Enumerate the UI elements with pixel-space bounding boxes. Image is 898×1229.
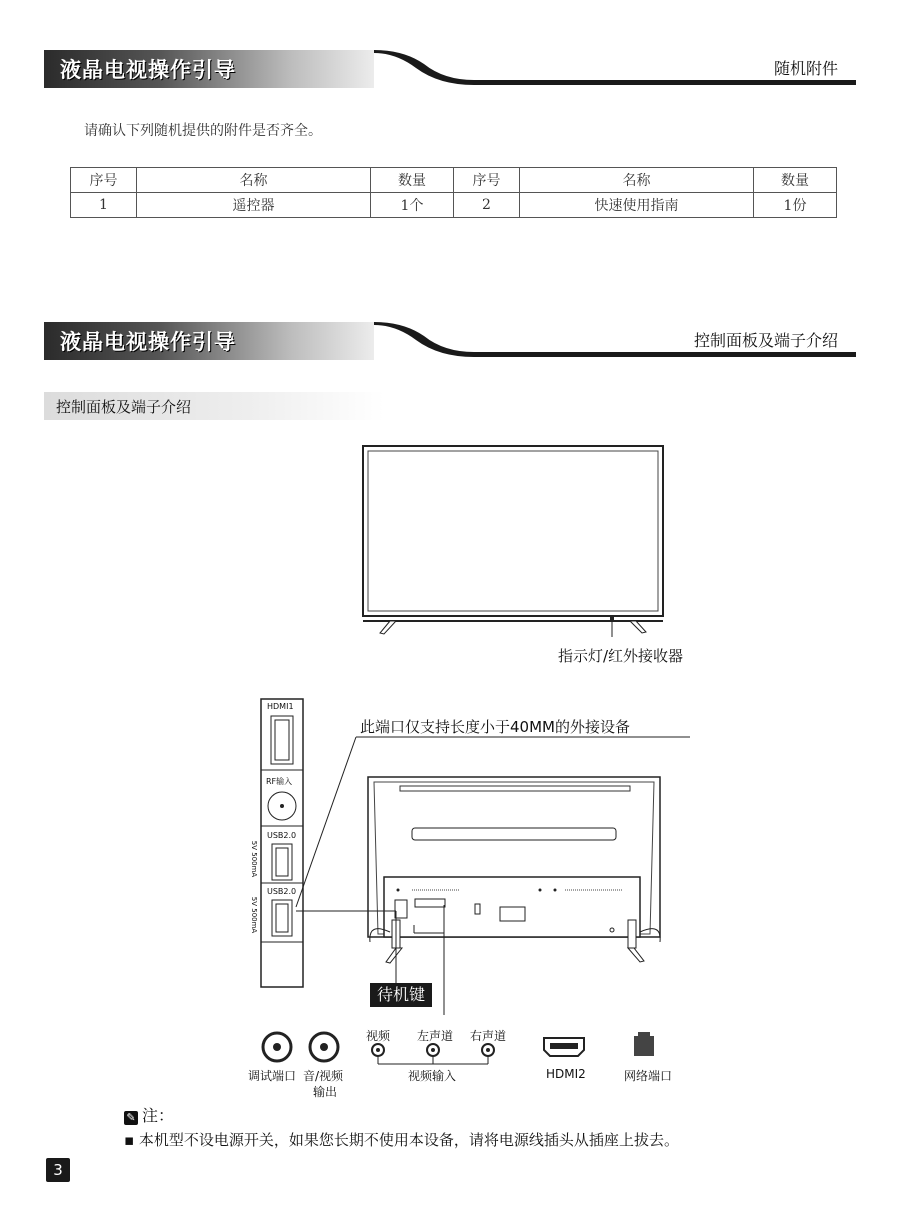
usb-spec-label: 5V 500mA (250, 896, 259, 934)
note-heading-text: 注： (142, 1106, 175, 1125)
section-title: 控制面板及端子介绍 (56, 398, 192, 416)
header-title: 液晶电视操作引导 (60, 58, 236, 82)
header-bar (44, 50, 856, 90)
header-section: 控制面板及端子介绍 (693, 331, 838, 350)
table-header: 序号 (71, 168, 137, 193)
usb-spec-label: 5V 500mA (250, 840, 259, 878)
edit-icon: ✎ (124, 1111, 138, 1125)
table-header: 数量 (371, 168, 454, 193)
table-cell: 1 (71, 193, 137, 218)
note-heading (124, 1103, 174, 1126)
indicator-light-icon (610, 617, 614, 621)
hdmi1-label: HDMI1 (267, 702, 294, 711)
table-cell: 2 (454, 193, 520, 218)
section-title-bar (44, 392, 384, 420)
table-header: 序号 (454, 168, 520, 193)
indicator-label: 指示灯/红外接收器 (558, 647, 684, 665)
usb-port-icon (272, 844, 292, 880)
rf-label: RF输入 (266, 777, 293, 786)
table-row (71, 193, 837, 218)
right-label: 右声道 (470, 1029, 507, 1043)
debug-label: 调试端口 (248, 1069, 297, 1083)
usb-port-icon (272, 900, 292, 936)
lan-port-icon (634, 1036, 654, 1056)
av-out-label: 音/视频 (303, 1069, 344, 1083)
table-header-row (71, 168, 837, 193)
header-title: 液晶电视操作引导 (60, 330, 236, 354)
length-note: 此端口仅支持长度小于40MM的外接设备 (360, 718, 630, 736)
table-header: 名称 (520, 168, 754, 193)
av-out-label-2: 输出 (313, 1085, 338, 1099)
table-cell: 1个 (371, 193, 454, 218)
note-text: ▪ 本机型不设电源开关，如果您长期不使用本设备，请将电源线插头从插座上拔去。 (124, 1131, 679, 1149)
lan-label: 网络端口 (624, 1069, 673, 1083)
table-header: 数量 (754, 168, 837, 193)
table-cell: 1份 (754, 193, 837, 218)
table-header: 名称 (137, 168, 371, 193)
table-cell: 遥控器 (137, 193, 371, 218)
page-number: 3 (46, 1158, 70, 1182)
tv-front-illustration (360, 443, 670, 638)
accessory-table (70, 167, 837, 218)
usb-label: USB2.0 (267, 887, 297, 896)
intro-text: 请确认下列随机提供的附件是否齐全。 (84, 123, 322, 139)
usb-label: USB2.0 (267, 831, 297, 840)
header-section: 随机附件 (773, 59, 838, 78)
hdmi2-label: HDMI2 (546, 1067, 586, 1081)
header-bar (44, 322, 856, 362)
video-label: 视频 (366, 1029, 391, 1043)
left-label: 左声道 (417, 1029, 454, 1043)
video-in-label: 视频输入 (408, 1069, 457, 1083)
standby-button-label: 待机键 (370, 983, 432, 1007)
table-cell: 快速使用指南 (520, 193, 754, 218)
